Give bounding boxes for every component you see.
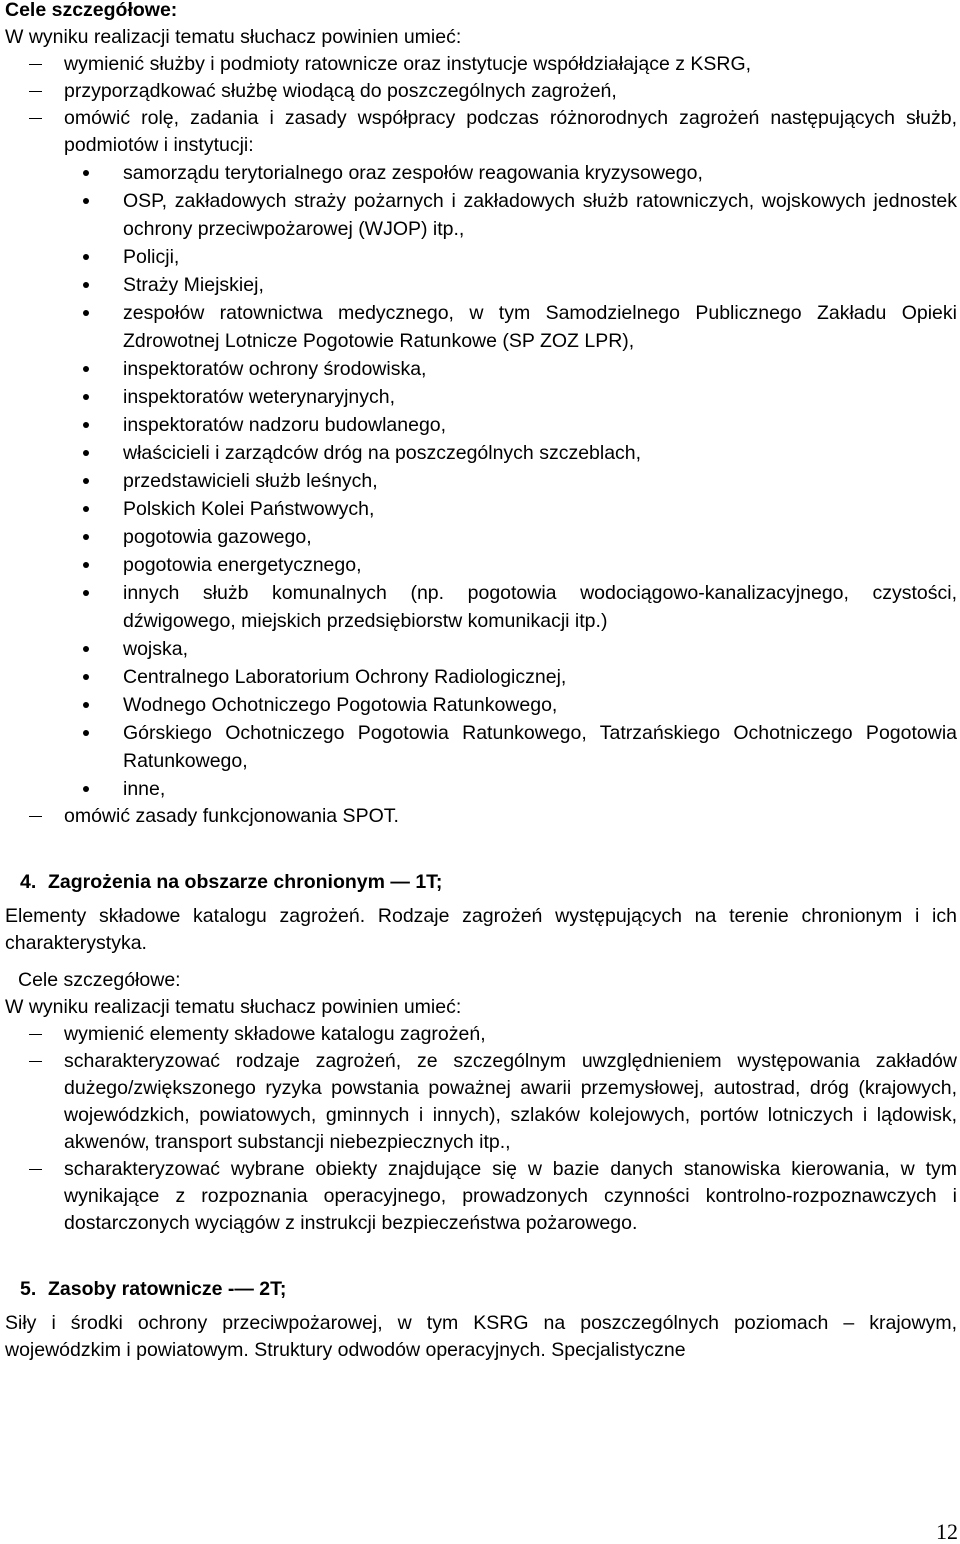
objective-item: wymienić elementy składowe katalogu zagrożeń, bbox=[5, 1021, 957, 1048]
objective-item: scharakteryzować wybrane obiekty znajdujące się w bazie danych stanowiska kierowania, w tym wynikające z rozpoznania operacyjnego, prowadzonych czynności kontrolno-rozpoznawczych i dostarczonych wyciągów z instrukcji bezpieczeństwa pożarowego. bbox=[5, 1156, 957, 1237]
service-item: inspektoratów weterynaryjnych, bbox=[5, 383, 957, 411]
objective-item: wymienić służby i podmioty ratownicze oraz instytucje współdziałające z KSRG, bbox=[5, 51, 957, 78]
service-item: Wodnego Ochotniczego Pogotowia Ratunkowego, bbox=[5, 691, 957, 719]
objective-item bbox=[5, 105, 957, 803]
service-item: Centralnego Laboratorium Ochrony Radiologicznej, bbox=[5, 663, 957, 691]
service-item: samorządu terytorialnego oraz zespołów reagowania kryzysowego, bbox=[5, 159, 957, 187]
section-5-intro bbox=[5, 1310, 957, 1364]
objective-item-text: omówić rolę, zadania i zasady współpracy podczas różnorodnych zagrożeń następujących służb, podmiotów i instytucji: bbox=[64, 107, 957, 156]
service-item: Górskiego Ochotniczego Pogotowia Ratunkowego, Tatrzańskiego Ochotniczego Pogotowia Ratunkowego, bbox=[5, 719, 957, 775]
service-item: Policji, bbox=[5, 243, 957, 271]
section-4-objectives-heading: Cele szczegółowe: bbox=[18, 969, 181, 991]
section-5-title: Zasoby ratownicze -— 2T; bbox=[48, 1278, 287, 1300]
service-item: pogotowia energetycznego, bbox=[5, 551, 957, 579]
service-item: innych służb komunalnych (np. pogotowia wodociągowo-kanalizacyjnego, czystości, dźwigowego, miejskich przedsiębiorstw komunikacji itp.) bbox=[5, 579, 957, 635]
section-5-number: 5. bbox=[20, 1278, 37, 1300]
objective-item: przyporządkować służbę wiodącą do poszczególnych zagrożeń, bbox=[5, 78, 957, 105]
section-4-objectives-list bbox=[5, 1021, 957, 1237]
objectives-heading: Cele szczegółowe: bbox=[5, 0, 178, 21]
service-item: inspektoratów ochrony środowiska, bbox=[5, 355, 957, 383]
service-item: inspektoratów nadzoru budowlanego, bbox=[5, 411, 957, 439]
section-4-intro: Elementy składowe katalogu zagrożeń. Rodzaje zagrożeń występujących na terenie chronionym i ich charakterystyka. bbox=[5, 905, 957, 954]
service-item: właścicieli i zarządców dróg na poszczególnych szczeblach, bbox=[5, 439, 957, 467]
section-5-heading bbox=[5, 1276, 957, 1303]
service-item: inne, bbox=[5, 775, 957, 803]
service-item: OSP, zakładowych straży pożarnych i zakładowych służb ratowniczych, wojskowych jednostek ochrony przeciwpożarowej (WJOP) itp., bbox=[5, 187, 957, 243]
section-4-heading bbox=[5, 869, 957, 896]
service-item: przedstawicieli służb leśnych, bbox=[5, 467, 957, 495]
objectives-lead: W wyniku realizacji tematu słuchacz powinien umieć: bbox=[5, 26, 462, 48]
section-4-number: 4. bbox=[20, 871, 37, 893]
service-item: pogotowia gazowego, bbox=[5, 523, 957, 551]
section-5-intro-text: Siły i środki ochrony przeciwpożarowej, w tym KSRG na poszczególnych poziomach – krajowym, wojewódzkim i powiatowym. Struktury odwodów operacyjnych. Specjalistyczne bbox=[5, 1312, 957, 1361]
section-5-dash: – bbox=[843, 1312, 870, 1334]
document-page bbox=[5, 0, 957, 1364]
service-item: Straży Miejskiej, bbox=[5, 271, 957, 299]
section-4-objectives-lead: W wyniku realizacji tematu słuchacz powinien umieć: bbox=[5, 996, 462, 1018]
service-item: zespołów ratownictwa medycznego, w tym Samodzielnego Publicznego Zakładu Opieki Zdrowotnej Lotnicze Pogotowie Ratunkowe (SP ZOZ LPR), bbox=[5, 299, 957, 355]
section-4-title: Zagrożenia na obszarze chronionym — 1T; bbox=[48, 871, 443, 893]
objectives-list bbox=[5, 51, 957, 830]
service-item: wojska, bbox=[5, 635, 957, 663]
services-list bbox=[5, 159, 957, 803]
page-number: 12 bbox=[936, 1519, 958, 1544]
objective-item: omówić zasady funkcjonowania SPOT. bbox=[5, 803, 957, 830]
objective-item: scharakteryzować rodzaje zagrożeń, ze szczególnym uwzględnieniem występowania zakładów dużego/zwiększonego ryzyka powstania poważnej awarii przemysłowej, autostrad, dróg (krajowych, wojewódzkich, powiatowych, gminnych i innych), szlaków kolejowych, portów lotniczych i lądowisk, akwenów, transport substancji niebezpiecznych itp., bbox=[5, 1048, 957, 1156]
service-item: Polskich Kolei Państwowych, bbox=[5, 495, 957, 523]
